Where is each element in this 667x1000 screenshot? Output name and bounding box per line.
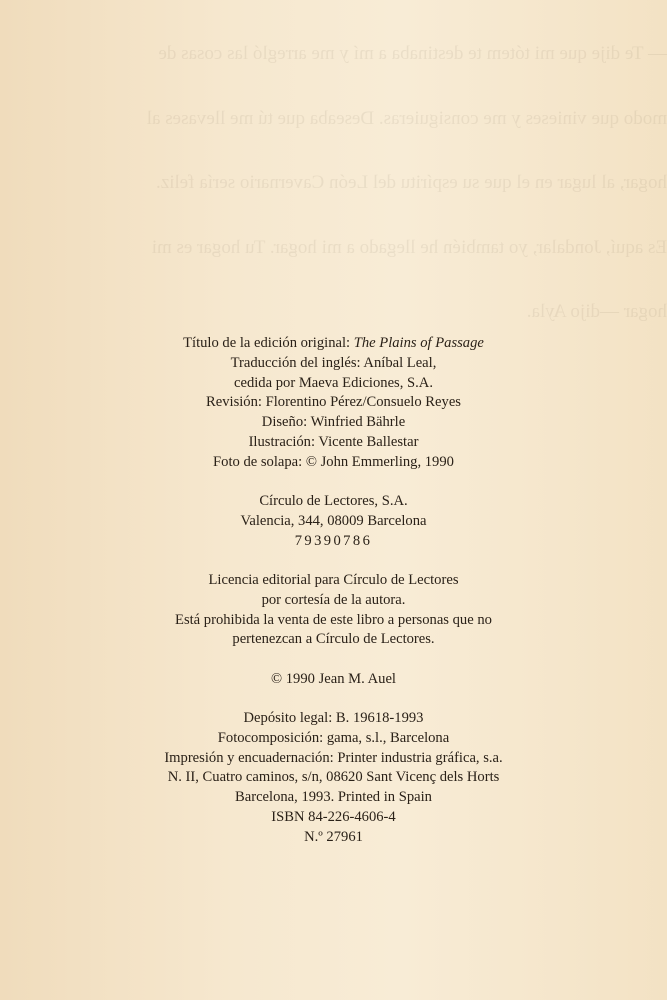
typesetting-credit: Fotocomposición: gama, s.l., Barcelona	[217, 729, 450, 746]
publisher-address: Valencia, 344, 08009 Barcelona	[240, 512, 427, 529]
printing-credit: Impresión y encuadernación: Printer industria gráfica, s.a.	[164, 749, 503, 766]
bleed-line: modo que vinieses y me consiguieras. Deseaba que tú me llevases al	[146, 107, 667, 129]
printing-block	[0, 709, 667, 848]
original-title-line	[0, 334, 667, 354]
license-line: por cortesía de la autora.	[261, 591, 406, 608]
translation-credit: Traducción del inglés: Aníbal Leal,	[230, 354, 437, 371]
license-line: Licencia editorial para Círculo de Lectores	[208, 571, 459, 588]
copyright-block	[0, 670, 667, 690]
colophon	[0, 334, 667, 867]
ceded-credit: cedida por Maeva Ediciones, S.A.	[234, 374, 433, 391]
illustration-credit: Ilustración: Vicente Ballestar	[248, 433, 419, 450]
license-block	[0, 571, 667, 650]
original-title-label: Título de la edición original:	[183, 335, 351, 351]
copyright-line: © 1990 Jean M. Auel	[271, 670, 396, 687]
flap-photo-credit: Foto de solapa: © John Emmerling, 1990	[213, 453, 454, 470]
printed-in-line: Barcelona, 1993. Printed in Spain	[235, 789, 432, 806]
bleed-line: — Te dije que mi tótem te destinaba a mí y me arregló las cosas de	[158, 43, 667, 64]
publisher-block	[0, 492, 667, 551]
bleed-line: hogar —dijo Ayla.	[526, 301, 667, 322]
legal-deposit: Depósito legal: B. 19618-1993	[243, 709, 424, 726]
printer-address: N. II, Cuatro caminos, s/n, 08620 Sant Vicenç dels Horts	[167, 769, 500, 786]
publisher-name: Círculo de Lectores, S.A.	[259, 493, 408, 510]
design-credit: Diseño: Winfried Bährle	[261, 414, 406, 431]
edition-number: N.º 27961	[304, 828, 363, 845]
original-title-value: The Plains of Passage	[353, 335, 484, 351]
revision-credit: Revisión: Florentino Pérez/Consuelo Reyes	[206, 394, 461, 411]
prohibition-line: pertenezcan a Círculo de Lectores.	[232, 631, 435, 648]
credits-block	[0, 334, 667, 473]
bleed-through-text	[0, 0, 667, 330]
isbn: ISBN 84-226-4606-4	[271, 808, 396, 825]
publisher-code: 79390786	[294, 532, 373, 549]
prohibition-line: Está prohibida la venta de este libro a personas que no	[175, 611, 492, 628]
bleed-line: hogar, al lugar en el que su espíritu del León Cavernario sería feliz.	[156, 172, 667, 193]
bleed-line: Es aquí, Jondalar, yo también he llegado a mi hogar. Tu hogar es mi	[151, 236, 667, 258]
